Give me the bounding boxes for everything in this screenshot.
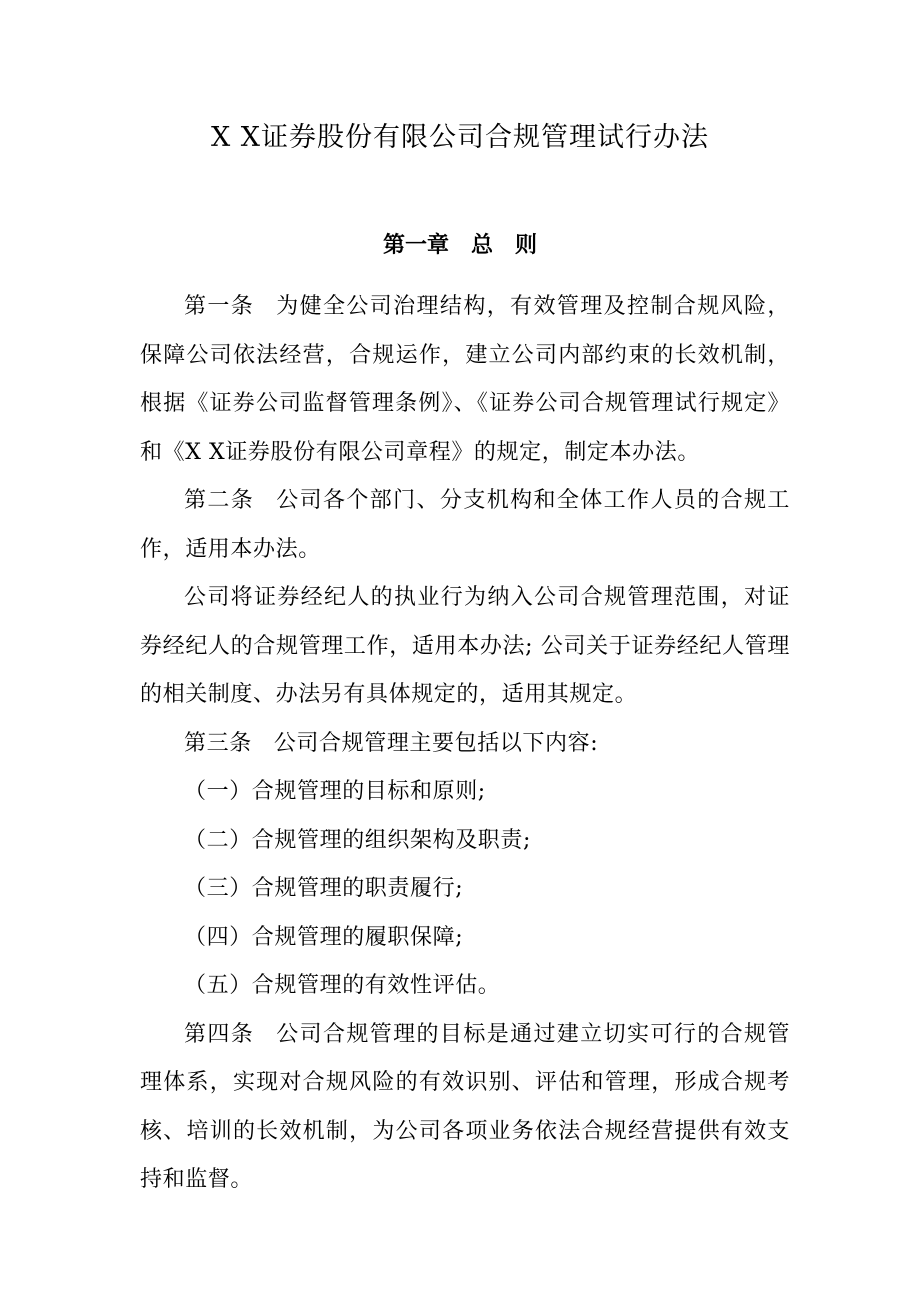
- article-4-text: 公司合规管理的目标是通过建立切实可行的合规管理体系，实现对合规风险的有效识别、评估和管理，形成合规考核、培训的长效机制，为公司各项业务依法合规经营提供有效支持和监督。: [140, 1021, 791, 1192]
- article-2-text: 公司各个部门、分支机构和全体工作人员的合规工作，适用本办法。: [140, 488, 791, 562]
- article-1-label: 第一条: [184, 294, 255, 319]
- document-title: X X证券股份有限公司合规管理试行办法: [210, 122, 710, 153]
- article-3-item-1: （一）合规管理的目标和原则;: [184, 779, 486, 804]
- article-3-label: 第三条: [184, 730, 252, 756]
- chapter-heading: 第一章 总 则: [382, 232, 537, 258]
- article-3-item-2: （二）合规管理的组织架构及职责;: [184, 827, 532, 853]
- article-3-item-5: （五）合规管理的有效性评估。: [184, 973, 501, 998]
- document-body: [140, 283, 790, 1205]
- article-4-label: 第四条: [184, 1021, 255, 1047]
- article-2: [140, 477, 790, 574]
- article-3-text: 公司合规管理主要包括以下内容:: [273, 730, 599, 756]
- article-3-item-3: （三）合规管理的职责履行;: [184, 876, 464, 901]
- article-3-item-4: （四）合规管理的履职保障;: [184, 924, 464, 950]
- article-1-text: 为健全公司治理结构，有效管理及控制合规风险，保障公司依法经营，合规运作，建立公司内部约束的长效机制，根据《证券公司监督管理条例》、《证券公司合规管理试行规定》和《X X证券股份有限公司章程》的规定，制定本办法。: [140, 294, 791, 465]
- article-2-paragraph-2: 公司将证券经纪人的执业行为纳入公司合规管理范围，对证券经纪人的合规管理工作，适用本办法; 公司关于证券经纪人管理的相关制度、办法另有具体规定的，适用其规定。: [140, 585, 790, 707]
- article-3: [140, 720, 790, 769]
- article-4: [140, 1011, 790, 1205]
- article-1: [140, 283, 790, 477]
- article-2-label: 第二条: [184, 488, 255, 513]
